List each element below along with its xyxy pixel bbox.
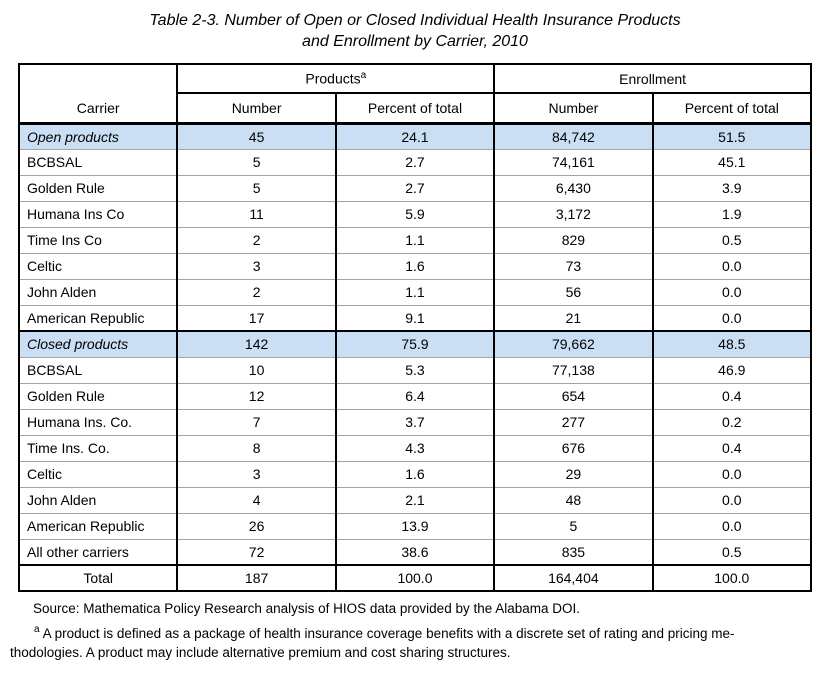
carrier-cell: Open products bbox=[19, 123, 177, 149]
enrollment-percent-cell: 0.0 bbox=[653, 305, 811, 331]
enrollment-percent-cell: 51.5 bbox=[653, 123, 811, 149]
footnote-a bbox=[10, 620, 820, 662]
products-percent-cell: 9.1 bbox=[336, 305, 494, 331]
enrollment-percent-cell: 0.0 bbox=[653, 487, 811, 513]
enrollment-number-cell: 676 bbox=[494, 435, 652, 461]
carrier-cell: Celtic bbox=[19, 461, 177, 487]
enrollment-number-cell: 29 bbox=[494, 461, 652, 487]
products-number-cell: 12 bbox=[177, 383, 335, 409]
enrollment-percent-header: Percent of total bbox=[653, 93, 811, 123]
table-title-line1: Table 2-3. Number of Open or Closed Individual Health Insurance Products bbox=[149, 12, 681, 29]
products-number-header: Number bbox=[177, 93, 335, 123]
enrollment-percent-cell: 0.5 bbox=[653, 539, 811, 565]
enrollment-number-cell: 73 bbox=[494, 253, 652, 279]
enrollment-number-cell: 277 bbox=[494, 409, 652, 435]
table-title bbox=[0, 10, 830, 52]
carrier-cell: Humana Ins. Co. bbox=[19, 409, 177, 435]
footnote-line2: thodologies. A product may include alternative premium and cost sharing structures. bbox=[10, 644, 511, 660]
products-percent-cell: 1.1 bbox=[336, 227, 494, 253]
products-percent-cell: 24.1 bbox=[336, 123, 494, 149]
table-row bbox=[19, 175, 811, 201]
carrier-cell: Humana Ins Co bbox=[19, 201, 177, 227]
enrollment-percent-cell: 45.1 bbox=[653, 149, 811, 175]
carrier-cell: American Republic bbox=[19, 305, 177, 331]
enrollment-percent-cell: 0.0 bbox=[653, 279, 811, 305]
health-insurance-products-table bbox=[18, 63, 812, 592]
enrollment-number-cell: 654 bbox=[494, 383, 652, 409]
table-row bbox=[19, 253, 811, 279]
enrollment-percent-cell: 1.9 bbox=[653, 201, 811, 227]
products-number-cell: 2 bbox=[177, 227, 335, 253]
products-number-cell: 45 bbox=[177, 123, 335, 149]
section-row-open-products bbox=[19, 123, 811, 149]
carrier-cell: Celtic bbox=[19, 253, 177, 279]
products-number-cell: 3 bbox=[177, 461, 335, 487]
table-row bbox=[19, 201, 811, 227]
table-row bbox=[19, 435, 811, 461]
products-number-cell: 2 bbox=[177, 279, 335, 305]
enrollment-percent-cell: 48.5 bbox=[653, 331, 811, 357]
products-percent-cell: 2.7 bbox=[336, 175, 494, 201]
carrier-cell: Total bbox=[19, 565, 177, 591]
enrollment-percent-cell: 0.4 bbox=[653, 435, 811, 461]
enrollment-percent-cell: 0.5 bbox=[653, 227, 811, 253]
products-percent-cell: 2.7 bbox=[336, 149, 494, 175]
enrollment-number-cell: 84,742 bbox=[494, 123, 652, 149]
products-number-cell: 3 bbox=[177, 253, 335, 279]
carrier-cell: BCBSAL bbox=[19, 357, 177, 383]
products-number-cell: 5 bbox=[177, 149, 335, 175]
enrollment-percent-cell: 3.9 bbox=[653, 175, 811, 201]
products-percent-cell: 13.9 bbox=[336, 513, 494, 539]
products-percent-cell: 38.6 bbox=[336, 539, 494, 565]
carrier-cell: Golden Rule bbox=[19, 175, 177, 201]
enrollment-percent-cell: 0.0 bbox=[653, 513, 811, 539]
carrier-cell: John Alden bbox=[19, 487, 177, 513]
table-row bbox=[19, 279, 811, 305]
enrollment-percent-cell: 0.0 bbox=[653, 461, 811, 487]
products-number-cell: 5 bbox=[177, 175, 335, 201]
enrollment-number-cell: 77,138 bbox=[494, 357, 652, 383]
products-number-cell: 72 bbox=[177, 539, 335, 565]
products-footnote-marker: a bbox=[360, 70, 367, 82]
products-percent-cell: 100.0 bbox=[336, 565, 494, 591]
table-row bbox=[19, 357, 811, 383]
products-group-label: Products bbox=[305, 70, 361, 87]
products-number-cell: 142 bbox=[177, 331, 335, 357]
enrollment-percent-cell: 0.2 bbox=[653, 409, 811, 435]
products-percent-cell: 2.1 bbox=[336, 487, 494, 513]
enrollment-number-cell: 5 bbox=[494, 513, 652, 539]
table-title-line2: and Enrollment by Carrier, 2010 bbox=[302, 33, 528, 50]
enrollment-number-cell: 48 bbox=[494, 487, 652, 513]
products-percent-header: Percent of total bbox=[336, 93, 494, 123]
table-row bbox=[19, 383, 811, 409]
header-group-row bbox=[19, 64, 811, 93]
products-percent-cell: 3.7 bbox=[336, 409, 494, 435]
carrier-cell: Golden Rule bbox=[19, 383, 177, 409]
products-number-cell: 10 bbox=[177, 357, 335, 383]
carrier-cell: Time Ins. Co. bbox=[19, 435, 177, 461]
products-percent-cell: 5.3 bbox=[336, 357, 494, 383]
products-percent-cell: 6.4 bbox=[336, 383, 494, 409]
enrollment-number-cell: 74,161 bbox=[494, 149, 652, 175]
carrier-cell: American Republic bbox=[19, 513, 177, 539]
table-row bbox=[19, 149, 811, 175]
products-number-cell: 8 bbox=[177, 435, 335, 461]
products-number-cell: 17 bbox=[177, 305, 335, 331]
enrollment-percent-cell: 0.4 bbox=[653, 383, 811, 409]
carrier-cell: BCBSAL bbox=[19, 149, 177, 175]
enrollment-number-cell: 164,404 bbox=[494, 565, 652, 591]
enrollment-number-cell: 6,430 bbox=[494, 175, 652, 201]
enrollment-percent-cell: 46.9 bbox=[653, 357, 811, 383]
source-note: Source: Mathematica Policy Research analysis of HIOS data provided by the Alabama DOI. bbox=[33, 601, 581, 616]
table-row bbox=[19, 461, 811, 487]
table-row bbox=[19, 409, 811, 435]
products-percent-cell: 1.6 bbox=[336, 461, 494, 487]
footnote-marker: a bbox=[34, 624, 40, 635]
table-row bbox=[19, 487, 811, 513]
section-row-closed-products bbox=[19, 331, 811, 357]
products-percent-cell: 1.6 bbox=[336, 253, 494, 279]
table-header bbox=[19, 64, 811, 123]
products-percent-cell: 75.9 bbox=[336, 331, 494, 357]
products-number-cell: 11 bbox=[177, 201, 335, 227]
carrier-cell: Closed products bbox=[19, 331, 177, 357]
products-number-cell: 7 bbox=[177, 409, 335, 435]
products-group-header bbox=[177, 64, 494, 93]
table-footer bbox=[10, 599, 820, 662]
table-body bbox=[19, 123, 811, 591]
enrollment-number-cell: 79,662 bbox=[494, 331, 652, 357]
enrollment-number-cell: 3,172 bbox=[494, 201, 652, 227]
total-row bbox=[19, 565, 811, 591]
products-number-cell: 4 bbox=[177, 487, 335, 513]
enrollment-number-cell: 21 bbox=[494, 305, 652, 331]
table-row bbox=[19, 539, 811, 565]
footnote-line1: $^a$ A product is defined as a package of health insurance coverage benefits with a discrete set of rating and pricing me- bbox=[34, 624, 735, 641]
enrollment-group-header: Enrollment bbox=[494, 64, 811, 93]
carrier-cell: Time Ins Co bbox=[19, 227, 177, 253]
enrollment-number-cell: 835 bbox=[494, 539, 652, 565]
enrollment-number-cell: 56 bbox=[494, 279, 652, 305]
products-number-cell: 187 bbox=[177, 565, 335, 591]
products-percent-cell: 1.1 bbox=[336, 279, 494, 305]
enrollment-number-cell: 829 bbox=[494, 227, 652, 253]
carrier-cell: All other carriers bbox=[19, 539, 177, 565]
products-percent-cell: 5.9 bbox=[336, 201, 494, 227]
table-row bbox=[19, 227, 811, 253]
products-number-cell: 26 bbox=[177, 513, 335, 539]
table-row bbox=[19, 513, 811, 539]
carrier-cell: John Alden bbox=[19, 279, 177, 305]
enrollment-percent-cell: 100.0 bbox=[653, 565, 811, 591]
table-row bbox=[19, 305, 811, 331]
carrier-column-header: Carrier bbox=[19, 64, 177, 123]
products-percent-cell: 4.3 bbox=[336, 435, 494, 461]
enrollment-percent-cell: 0.0 bbox=[653, 253, 811, 279]
enrollment-number-header: Number bbox=[494, 93, 652, 123]
